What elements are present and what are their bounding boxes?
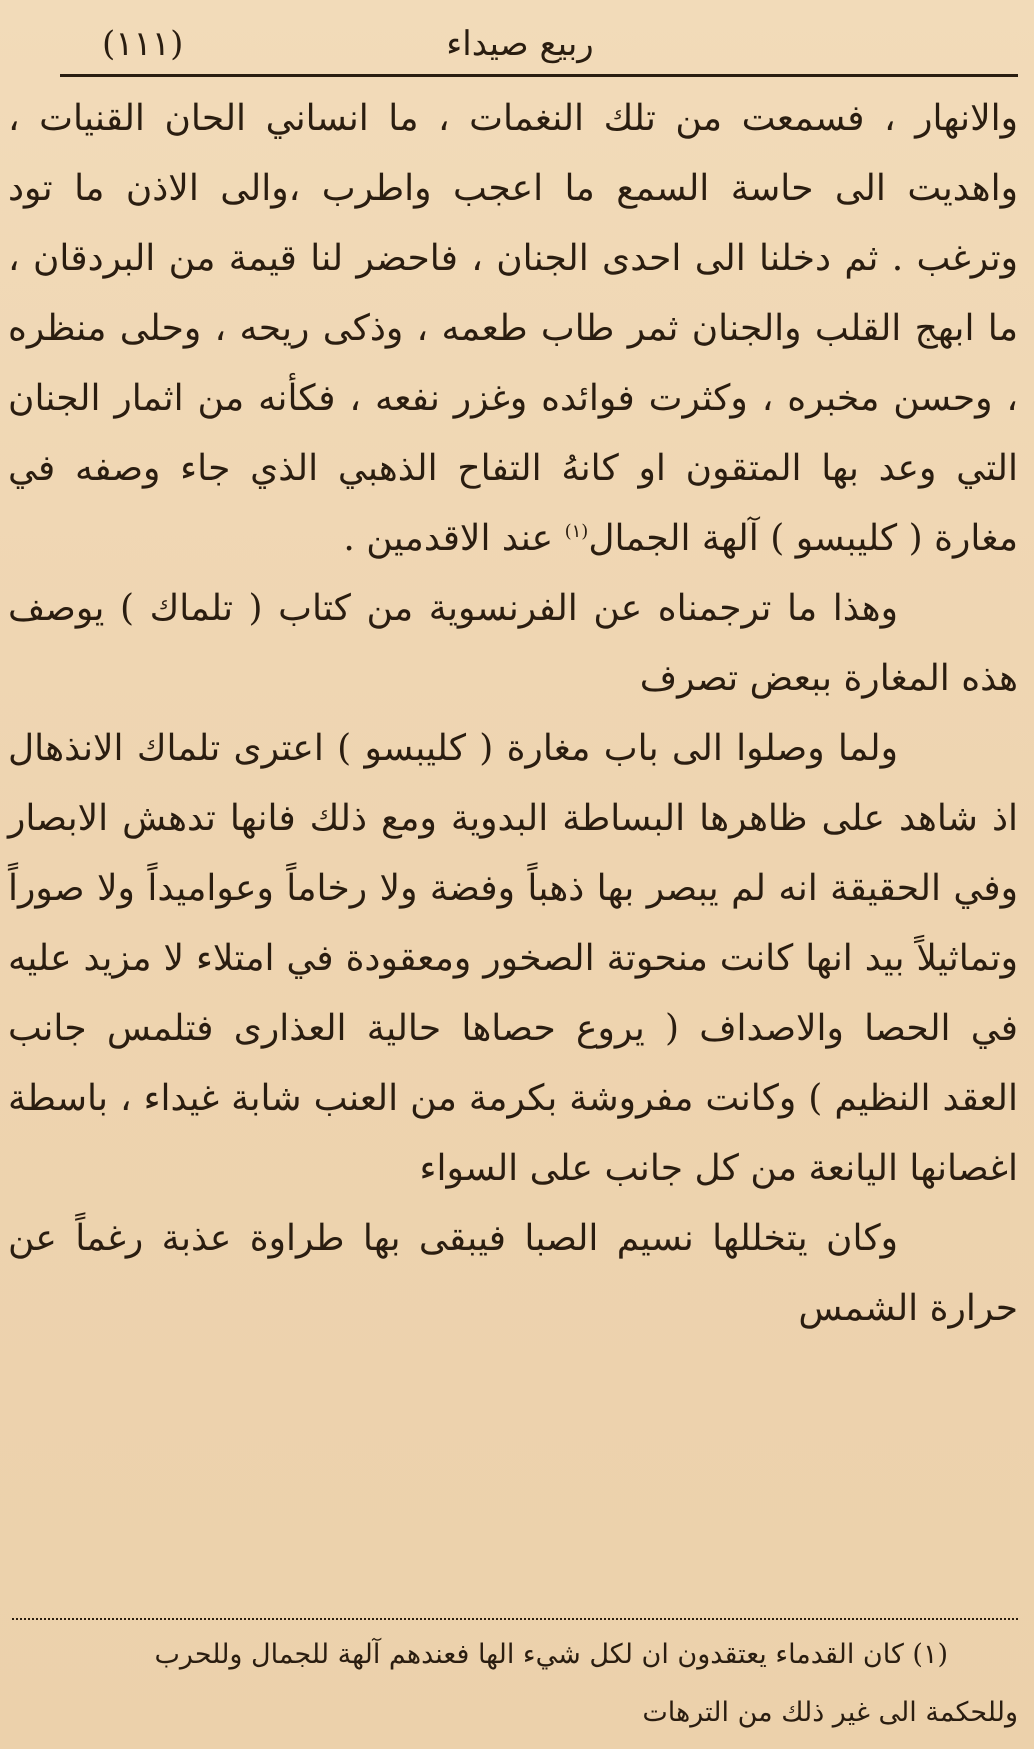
footnote-line-2: وللحكمة الى غير ذلك من الترهات bbox=[642, 1697, 1018, 1728]
footnote-separator bbox=[12, 1618, 1018, 1620]
paragraph-3: ولما وصلوا الى باب مغارة ( كليبسو ) اعترى تلماك الانذهال اذ شاهد على ظاهرها البساطة البدوية ومع ذلك فانها تدهش الابصار وفي الحقيقة انه لم يبصر بها ذهباً وفضة ولا رخاماً وعواميداً ولا صوراً وتماثيلاً بيد انها كانت منحوتة الصخور ومعقودة في امتلاء لا مزيد عليه في الحصا والاصداف ( يروع حصاها حالية العذارى فتلمس جانب العقد النظيم ) وكانت مفروشة بكرمة من العنب شابة غيداء ، باسطة اغصانها اليانعة من كل جانب على السواء bbox=[8, 728, 1019, 1189]
paragraph-1-text: والانهار ، فسمعت من تلك النغمات ، ما انساني الحان القنيات ، واهديت الى حاسة السمع ما اعجب واطرب ،والى الاذن ما تود وترغب . ثم دخلنا الى احدى الجنان ، فاحضر لنا قيمة من البردقان ، ما ابهج القلب والجنان ثمر طاب طعمه ، وذكى ريحه ، وحلى منظره ، وحسن مخبره ، وكثرت فوائده وغزر نفعه ، فكأنه من اثمار الجنان التي وعد بها المتقون او كانهُ التفاح الذهبي الذي جاء وصفه في مغارة ( كليبسو ) آلهة الجمال bbox=[8, 98, 1018, 559]
page-header bbox=[50, 18, 990, 74]
paragraph-1-tail: عند الاقدمين . bbox=[343, 518, 565, 559]
header-rule bbox=[60, 74, 1018, 77]
running-title: ربيع صيداء bbox=[446, 24, 594, 64]
page-number: (١١١) bbox=[102, 24, 184, 64]
paragraph-4: وكان يتخللها نسيم الصبا فيبقى بها طراوة عذبة رغماً عن حرارة الشمس bbox=[8, 1218, 1018, 1329]
footnote-marker: (١) bbox=[564, 521, 589, 542]
footnote bbox=[12, 1626, 1018, 1742]
paragraph-1 bbox=[8, 84, 1018, 574]
footnote-line-1: (١) كان القدماء يعتقدون ان لكل شيء الها فعندهم آلهة للجمال وللحرب bbox=[154, 1639, 948, 1670]
paragraph-2: وهذا ما ترجمناه عن الفرنسوية من كتاب ( تلماك ) يوصف هذه المغارة ببعض تصرف bbox=[8, 588, 1018, 699]
main-text bbox=[8, 84, 1018, 1344]
